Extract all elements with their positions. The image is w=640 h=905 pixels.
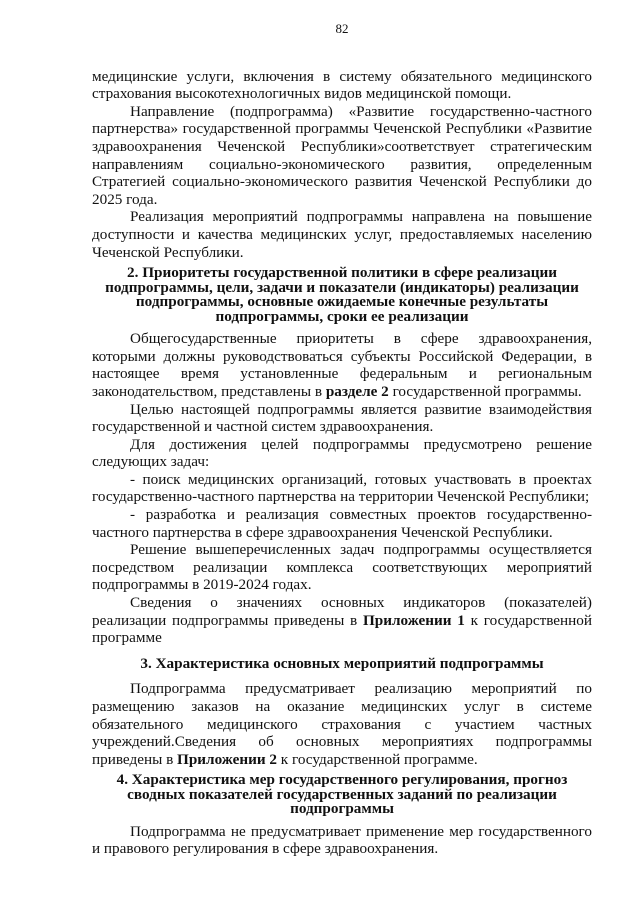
bold-reference: разделе 2	[325, 382, 389, 400]
bold-reference: Приложении 2	[177, 750, 277, 768]
bold-reference: Приложении 1	[362, 611, 465, 629]
text-run: Сведения о значениях основных индикаторов (показателей) реализации подпрограммы приведены в	[92, 594, 592, 629]
section-heading-3: 3. Характеристика основных мероприятий подпрограммы	[140, 654, 544, 672]
text-run: Общегосударственные приоритеты в сфере здравоохранения, которыми должны руководствоваться субъекты Российской Федерации, в настоящее время установленные федеральным и региональным законодательством, представлены в	[92, 330, 592, 400]
paragraph	[92, 680, 592, 768]
page-number: 82	[335, 21, 349, 36]
paragraph: Подпрограмма не предусматривает применение мер государственного и правового регулирования в сфере здравоохранения.	[92, 822, 592, 858]
section-heading-2: 2. Приоритеты государственной политики в сфере реализации подпрограммы, цели, задачи и показатели (индикаторы) реализации подпрограммы, основные ожидаемые конечные результаты подпрограммы, сроки ее реализации	[105, 264, 579, 325]
paragraph	[92, 330, 592, 400]
paragraph: Реализация мероприятий подпрограммы направлена на повышение доступности и качества медицинских услуг, предоставляемых населению Чеченской Республики.	[92, 208, 592, 261]
paragraph: Целью настоящей подпрограммы является развитие взаимодействия государственной и частной систем здравоохранения.	[92, 400, 592, 436]
section-heading-4: 4. Характеристика мер государственного регулирования, прогноз сводных показателей государственных заданий по реализации подпрограммы	[116, 771, 568, 818]
list-item: - поиск медицинских организаций, готовых участвовать в проектах государственно-частного партнерства на территории Чеченской Республики;	[92, 470, 592, 506]
paragraph: Решение вышеперечисленных задач подпрограммы осуществляется посредством реализации комплекса соответствующих мероприятий подпрограммы в 2019-2024 годах.	[92, 541, 592, 594]
list-item: - разработка и реализация совместных проектов государственно-частного партнерства в сфере здравоохранения Чеченской Республики.	[92, 506, 592, 541]
paragraph: Направление (подпрограмма) «Развитие государственно-частного партнерства» государственной программы Чеченской Республики «Развитие здравоохранения Чеченской Республики»соответствует стратегическим направлениям социально-экономического развития, определенным Стратегией социально-экономического развития Чеченской Республики до 2025 года.	[92, 102, 592, 208]
text-run: к государственной программе.	[277, 750, 478, 768]
paragraph: Для достижения целей подпрограммы предусмотрено решение следующих задач:	[92, 435, 592, 471]
document-page	[92, 20, 592, 858]
text-run: государственной программы.	[388, 382, 582, 400]
text-run: к государственной программе	[92, 611, 593, 647]
paragraph	[92, 594, 592, 647]
text-run: Подпрограмма предусматривает реализацию мероприятий по размещению заказов на оказание медицинских услуг в системе обязательного медицинского страхования с участием частных учреждений.Сведения об основных мероприятиях подпрограммы приведены в	[92, 680, 592, 768]
paragraph: медицинские услуги, включения в систему обязательного медицинского страхования высокотехнологичных видов медицинской помощи.	[92, 67, 592, 103]
